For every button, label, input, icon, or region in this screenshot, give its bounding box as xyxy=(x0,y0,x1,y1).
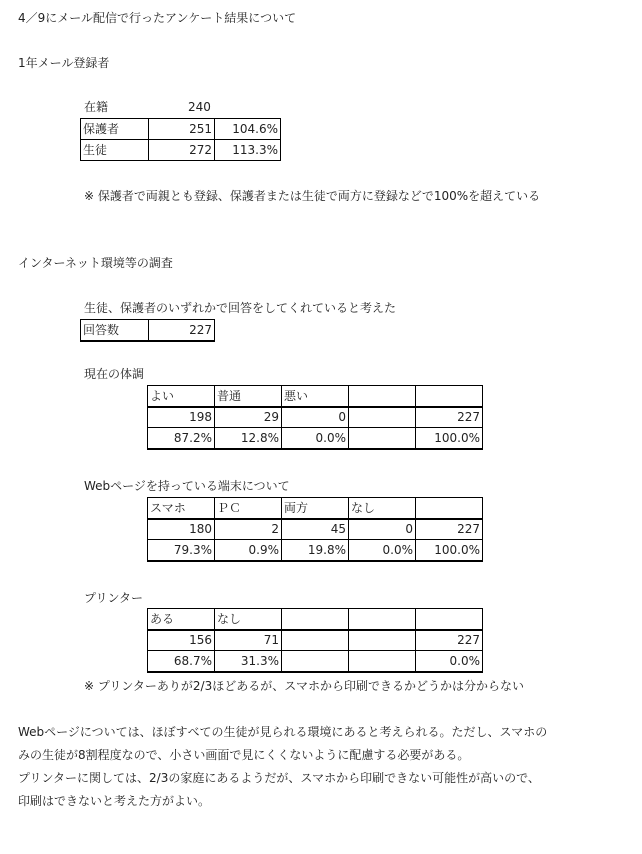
answers-label: 回答数 xyxy=(81,320,149,341)
answers-value: 227 xyxy=(149,320,215,341)
device-heading: Webページを持っている端末について xyxy=(84,479,290,493)
pct-row xyxy=(148,428,483,449)
header-cell xyxy=(416,386,483,407)
header-cell xyxy=(416,609,483,630)
header-cell: 両方 xyxy=(282,498,349,519)
header-row xyxy=(148,386,483,407)
health-heading: 現在の体調 xyxy=(84,367,145,381)
header-cell xyxy=(282,609,349,630)
pct-cell: 87.2% xyxy=(148,428,215,449)
row-label: 生徒 xyxy=(81,140,149,161)
header-cell: よい xyxy=(148,386,215,407)
row-pct: 113.3% xyxy=(215,140,281,161)
header-cell: なし xyxy=(349,498,416,519)
count-cell: 227 xyxy=(416,630,483,651)
table-row xyxy=(81,140,281,161)
pct-cell xyxy=(282,651,349,672)
count-row xyxy=(148,407,483,428)
count-cell xyxy=(349,630,416,651)
pct-row xyxy=(148,651,483,672)
pct-cell: 100.0% xyxy=(416,428,483,449)
registrants-heading: 1年メール登録者 xyxy=(18,56,110,70)
pct-cell: 12.8% xyxy=(215,428,282,449)
header-cell xyxy=(349,386,416,407)
count-cell: 180 xyxy=(148,519,215,540)
pct-cell: 0.0% xyxy=(282,428,349,449)
pct-cell xyxy=(349,651,416,672)
count-cell: 2 xyxy=(215,519,282,540)
pct-cell: 79.3% xyxy=(148,540,215,561)
page-title: 4／9にメール配信で行ったアンケート結果について xyxy=(18,11,297,25)
header-cell xyxy=(349,609,416,630)
count-cell: 0 xyxy=(349,519,416,540)
table-row xyxy=(81,119,281,140)
survey-intro: 生徒、保護者のいずれかで回答をしてくれていると考えた xyxy=(84,301,397,315)
conclusion-line: Webページについては、ほぼすべての生徒が見られる環境にあると考えられる。ただし、スマホの xyxy=(18,725,548,739)
pct-cell: 100.0% xyxy=(416,540,483,561)
pct-row xyxy=(148,540,483,561)
pct-cell xyxy=(349,428,416,449)
pct-cell: 68.7% xyxy=(148,651,215,672)
pct-cell: 0.9% xyxy=(215,540,282,561)
registrants-note: ※ 保護者で両親とも登録、保護者または生徒で両方に登録などで100%を超えている xyxy=(84,189,541,203)
count-cell: 71 xyxy=(215,630,282,651)
conclusion-line: 印刷はできないと考えた方がよい。 xyxy=(18,794,211,808)
row-count: 251 xyxy=(149,119,215,140)
header-cell: なし xyxy=(215,609,282,630)
count-cell: 0 xyxy=(282,407,349,428)
enrolled-value: 240 xyxy=(188,100,211,114)
pct-cell: 19.8% xyxy=(282,540,349,561)
registrants-table xyxy=(80,118,281,161)
health-table xyxy=(147,385,483,450)
table-row xyxy=(81,320,215,341)
device-table xyxy=(147,497,483,562)
count-cell: 227 xyxy=(416,519,483,540)
count-cell: 227 xyxy=(416,407,483,428)
printer-table xyxy=(147,608,483,673)
row-pct: 104.6% xyxy=(215,119,281,140)
survey-heading: インターネット環境等の調査 xyxy=(18,256,173,270)
header-cell xyxy=(416,498,483,519)
printer-note: ※ プリンターありが2/3ほどあるが、スマホから印刷できるかどうかは分からない xyxy=(84,679,524,693)
enrolled-label: 在籍 xyxy=(84,100,109,114)
header-cell: スマホ xyxy=(148,498,215,519)
count-cell: 198 xyxy=(148,407,215,428)
count-row xyxy=(148,519,483,540)
pct-cell: 0.0% xyxy=(416,651,483,672)
count-cell: 156 xyxy=(148,630,215,651)
count-cell xyxy=(349,407,416,428)
header-cell: 悪い xyxy=(282,386,349,407)
row-label: 保護者 xyxy=(81,119,149,140)
count-row xyxy=(148,630,483,651)
printer-heading: プリンター xyxy=(84,591,144,605)
count-cell xyxy=(282,630,349,651)
row-count: 272 xyxy=(149,140,215,161)
header-cell: ＰＣ xyxy=(215,498,282,519)
count-cell: 45 xyxy=(282,519,349,540)
conclusion-paragraph xyxy=(18,721,618,813)
conclusion-line: プリンターに関しては、2/3の家庭にあるようだが、スマホから印刷できない可能性が高いので、 xyxy=(18,771,540,785)
pct-cell: 31.3% xyxy=(215,651,282,672)
answers-table xyxy=(80,319,215,342)
header-row xyxy=(148,609,483,630)
pct-cell: 0.0% xyxy=(349,540,416,561)
conclusion-line: みの生徒が8割程度なので、小さい画面で見にくくないように配慮する必要がある。 xyxy=(18,748,470,762)
header-row xyxy=(148,498,483,519)
header-cell: ある xyxy=(148,609,215,630)
header-cell: 普通 xyxy=(215,386,282,407)
count-cell: 29 xyxy=(215,407,282,428)
